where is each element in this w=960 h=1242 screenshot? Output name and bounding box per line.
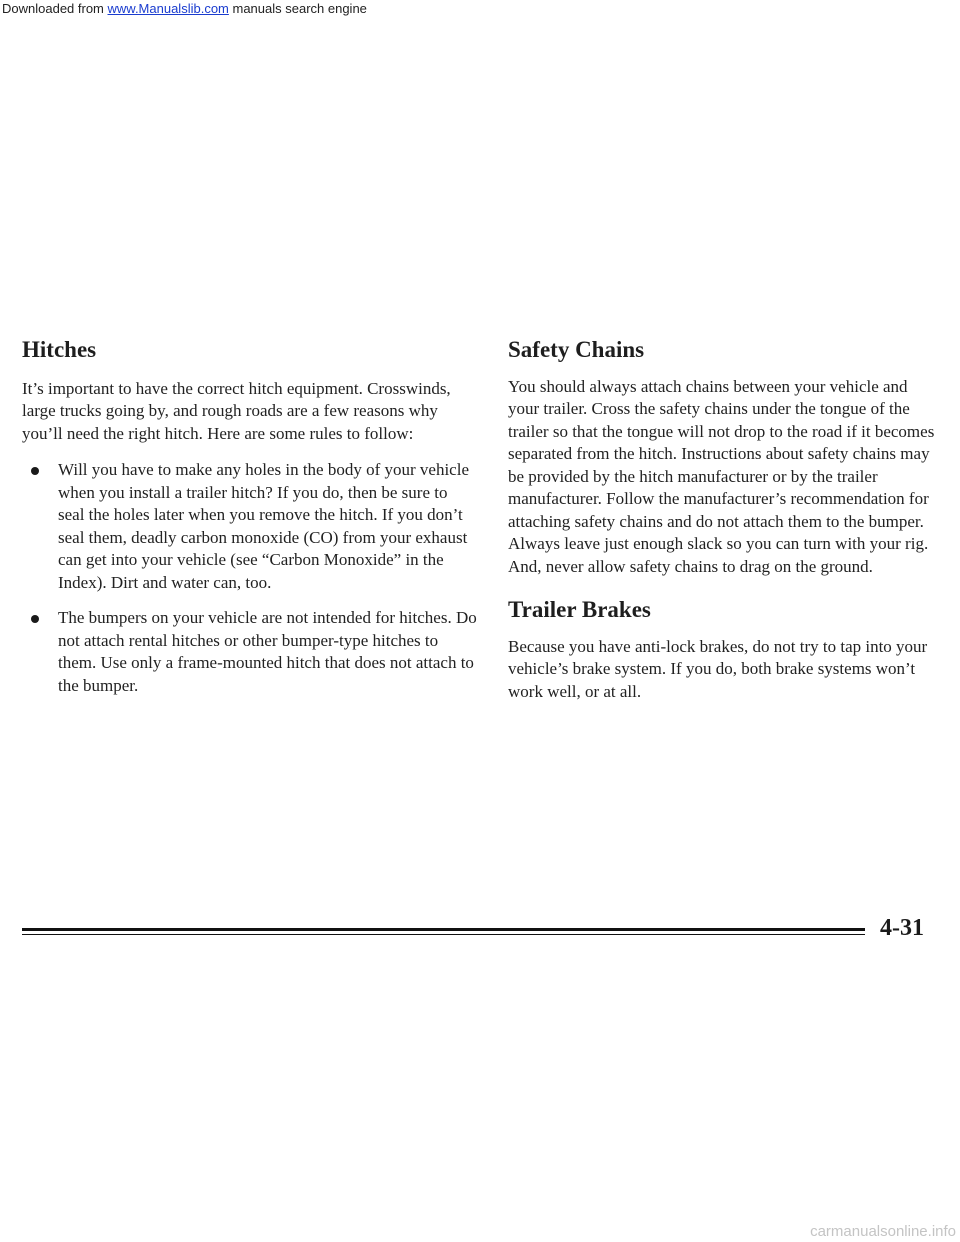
trailer-brakes-heading: Trailer Brakes (508, 597, 651, 623)
safety-chains-heading: Safety Chains (508, 337, 645, 362)
right-column (508, 336, 938, 717)
banner-suffix: manuals search engine (228, 1, 367, 16)
banner-prefix: Downloaded from (2, 1, 108, 16)
trailer-brakes-text: Because you have anti-lock brakes, do not try to tap into your vehicle’s brake system. If you do, both brake systems won’t work well, or at all. (508, 636, 928, 701)
list-item-text: Will you have to make any holes in the body of your vehicle when you install a trailer hitch? If you do, then be sure to seal the holes later when you remove the hitch. If you don’t seal them, deadly carbon monoxide (CO) from your exhaust can get into your vehicle (see “Carbon Monoxide” in the Index). Dirt and water can, too. (58, 460, 469, 592)
page-number: 4-31 (880, 915, 924, 941)
footer-rule-thick (22, 928, 865, 931)
hitches-heading: Hitches (22, 337, 97, 362)
list-item (22, 459, 477, 594)
safety-chains-text: You should always attach chains between your vehicle and your trailer. Cross the safety chains under the tongue of the trailer so that the tongue will not drop to the road if it becomes separated from the hitch. Instructions about safety chains may be provided by the hitch manufacturer or by the trailer manufacturer. Follow the manufacturer’s recommendation for attaching safety chains and do not attach them to the bumper. Always leave just enough slack so you can turn with your rig. And, never allow safety chains to drag on the ground. (508, 376, 935, 576)
footer-rule-thin (22, 934, 865, 935)
footer-watermark: carmanualsonline.info (810, 1223, 956, 1240)
manualslib-link[interactable]: www.Manualslib.com (107, 1, 229, 16)
download-banner (0, 0, 367, 18)
bullet-icon (31, 467, 39, 475)
hitch-rules-list (22, 459, 477, 697)
hitches-intro: It’s important to have the correct hitch equipment. Crosswinds, large trucks going by, and rough roads are a few reasons why you’ll need the right hitch. Here are some rules to follow: (22, 378, 451, 443)
bullet-icon (31, 615, 39, 623)
list-item (22, 607, 477, 697)
left-column (22, 336, 477, 710)
list-item-text: The bumpers on your vehicle are not intended for hitches. Do not attach rental hitches or other bumper-type hitches to them. Use only a frame-mounted hitch that does not attach to the bumper. (58, 608, 477, 695)
